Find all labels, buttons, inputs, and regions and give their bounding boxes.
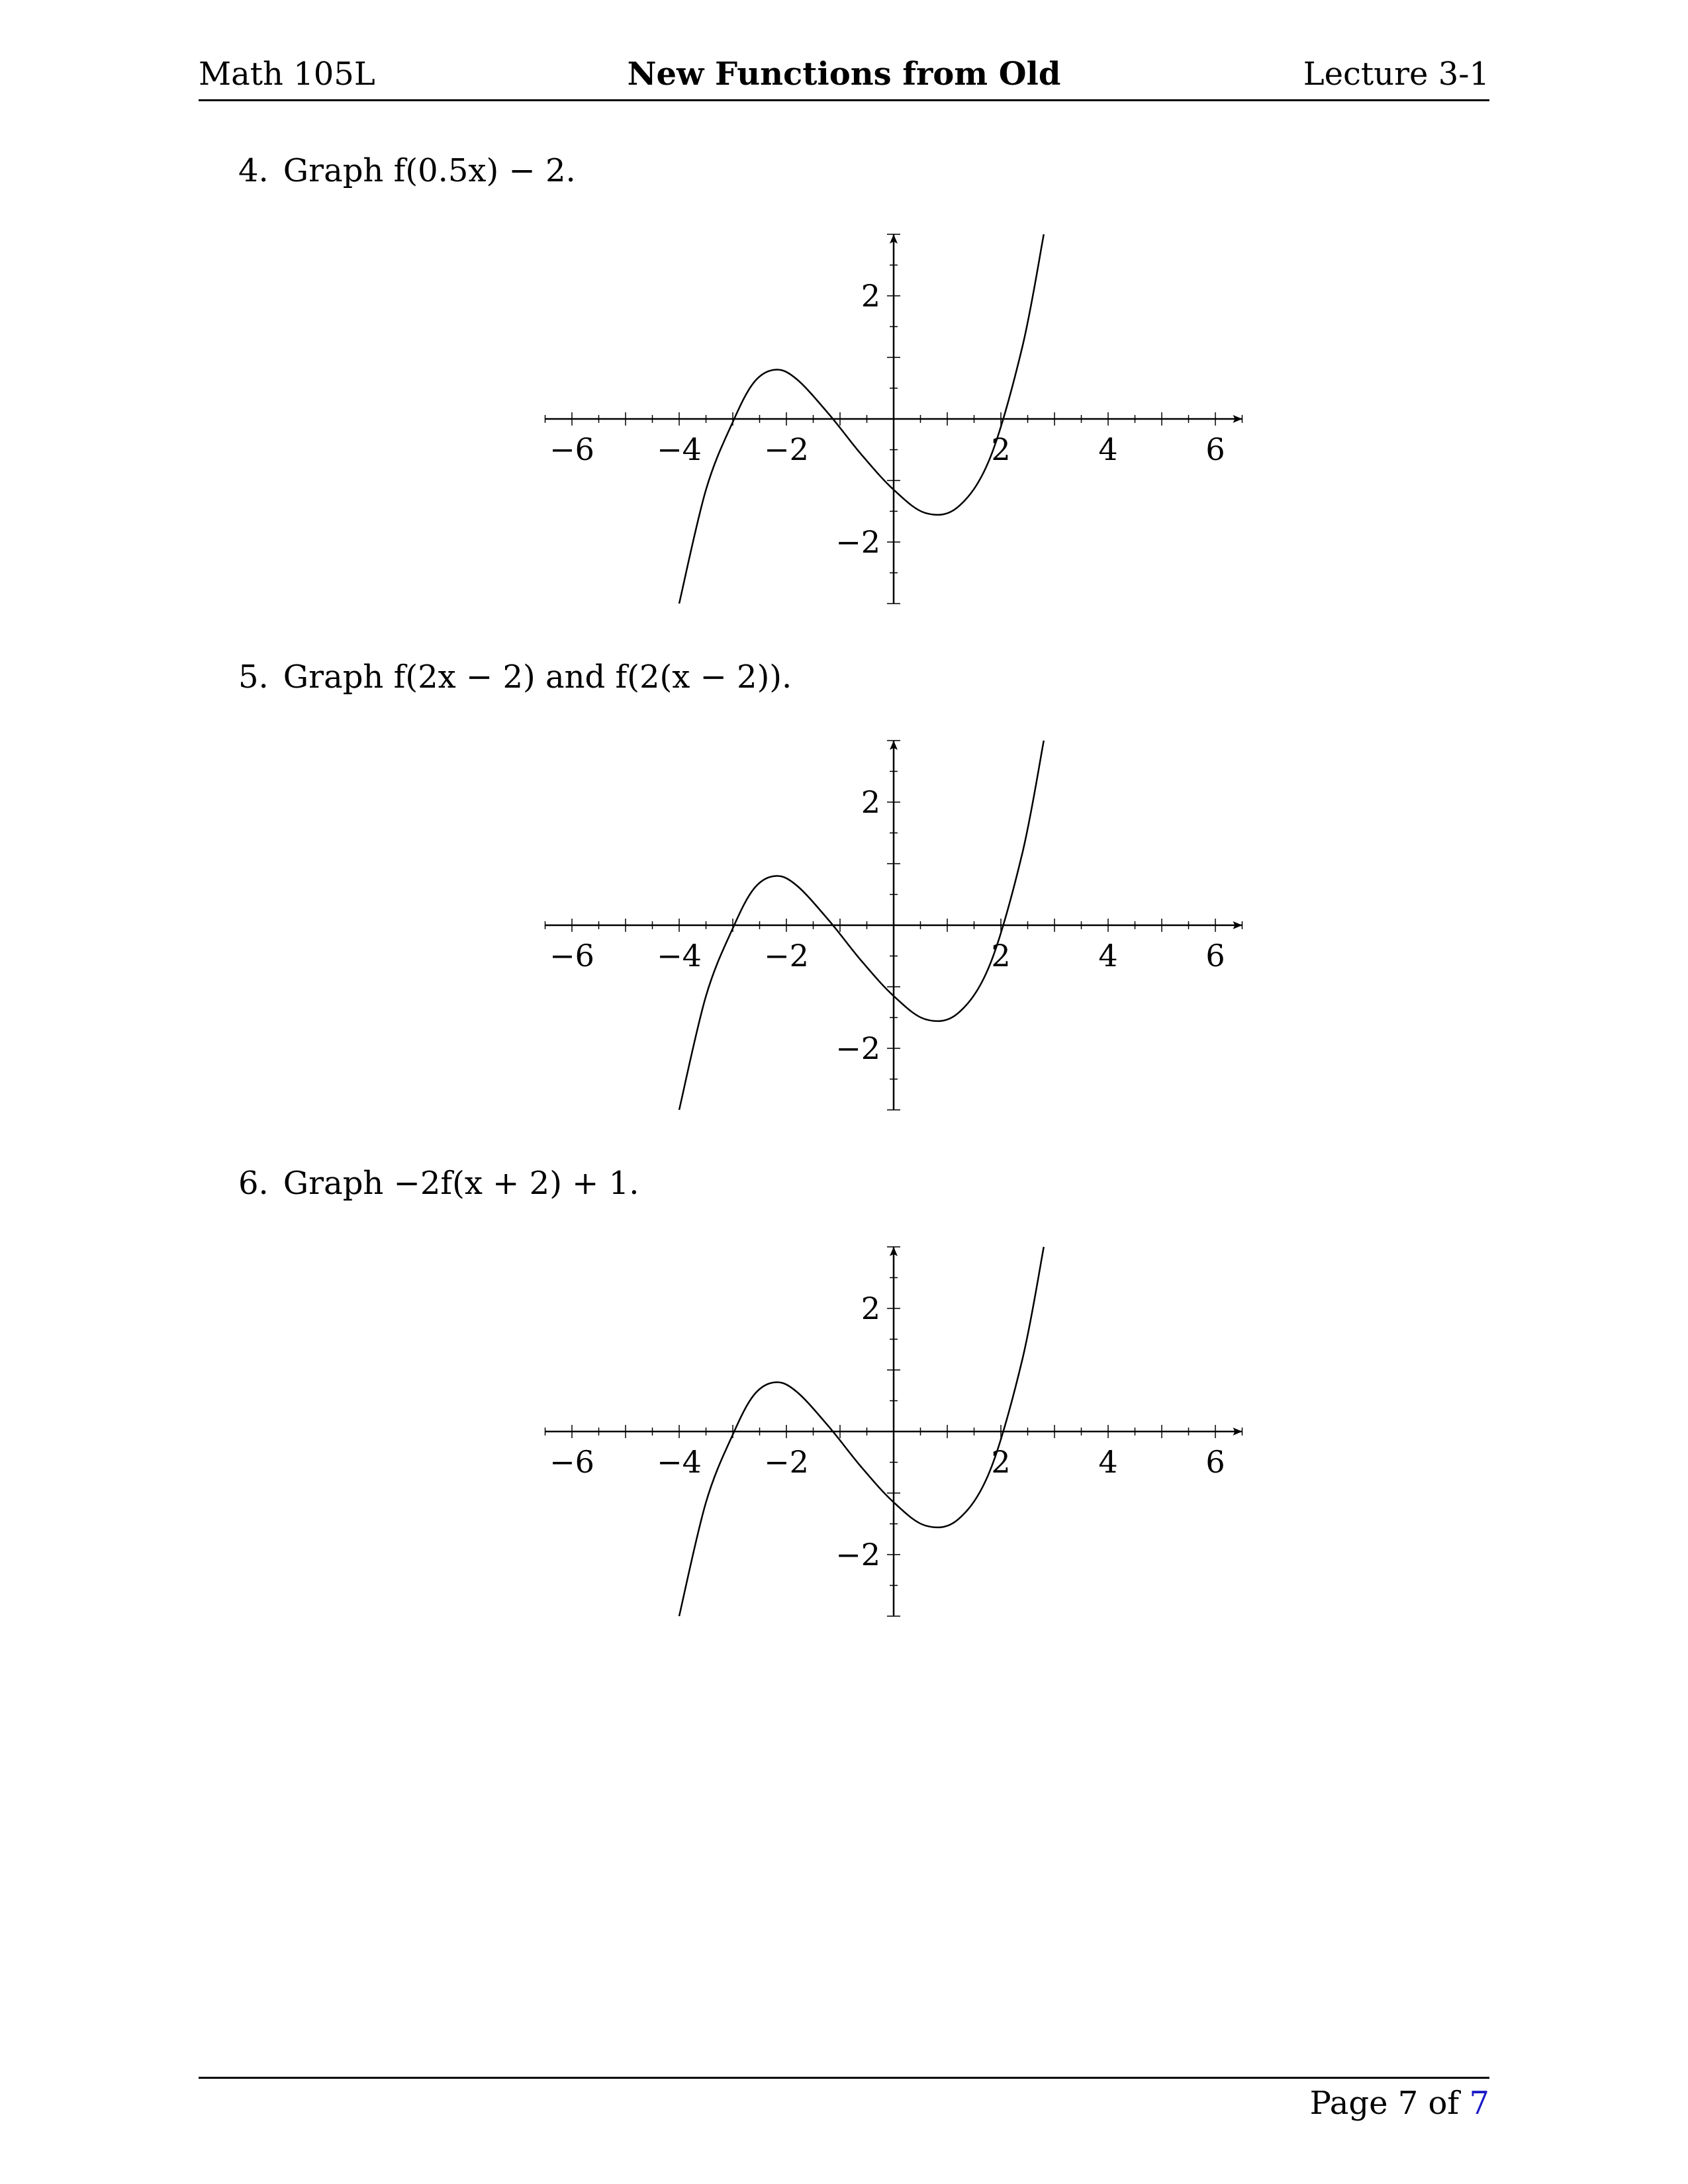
page-label: Page 7 of (1309, 2085, 1470, 2122)
x-tick-label: 2 (991, 1444, 1011, 1480)
y-tick-label: 2 (861, 278, 880, 314)
problem-4 (238, 152, 576, 189)
x-tick-label: −4 (657, 432, 702, 467)
course-name: Math 105L (199, 56, 375, 93)
page-header (199, 53, 1489, 101)
x-tick-label: −2 (764, 1444, 809, 1480)
x-tick-label: −4 (657, 938, 702, 974)
problem-number: 6. (238, 1165, 269, 1202)
x-tick-label: 2 (991, 432, 1011, 467)
document-title: New Functions from Old (627, 56, 1061, 93)
lecture-label: Lecture 3-1 (1303, 56, 1489, 93)
footer-rule (199, 2077, 1489, 2079)
x-tick-label: 4 (1098, 1444, 1118, 1480)
problem-5 (238, 659, 792, 696)
x-tick-label: 6 (1205, 1444, 1225, 1480)
y-tick-label: 2 (861, 784, 880, 820)
graph-problem-5 (543, 738, 1244, 1135)
x-tick-label: −2 (764, 432, 809, 467)
y-tick-label: −2 (835, 1537, 880, 1572)
y-tick-label: −2 (835, 524, 880, 560)
x-tick-label: 6 (1205, 938, 1225, 974)
page-footer (1310, 2085, 1489, 2122)
x-tick-label: 6 (1205, 432, 1225, 467)
x-tick-label: −6 (549, 1444, 594, 1480)
graph-svg (543, 738, 1244, 1135)
graph-svg (543, 232, 1244, 629)
graph-problem-6 (543, 1244, 1244, 1641)
problem-text: Graph f(2x − 2) and f(2(x − 2)). (283, 659, 792, 696)
graph-svg (543, 1244, 1244, 1641)
x-tick-label: −2 (764, 938, 809, 974)
problem-number: 5. (238, 659, 269, 696)
x-tick-label: 4 (1098, 432, 1118, 467)
y-tick-label: −2 (835, 1030, 880, 1066)
problem-6 (238, 1165, 639, 1202)
page-total-link[interactable]: 7 (1469, 2085, 1489, 2122)
x-tick-label: −6 (549, 938, 594, 974)
problem-number: 4. (238, 152, 269, 189)
graph-problem-4 (543, 232, 1244, 629)
problem-text: Graph −2f(x + 2) + 1. (283, 1165, 639, 1202)
x-tick-label: 4 (1098, 938, 1118, 974)
x-tick-label: −4 (657, 1444, 702, 1480)
x-tick-label: 2 (991, 938, 1011, 974)
y-tick-label: 2 (861, 1291, 880, 1326)
problem-text: Graph f(0.5x) − 2. (283, 152, 576, 189)
x-tick-label: −6 (549, 432, 594, 467)
